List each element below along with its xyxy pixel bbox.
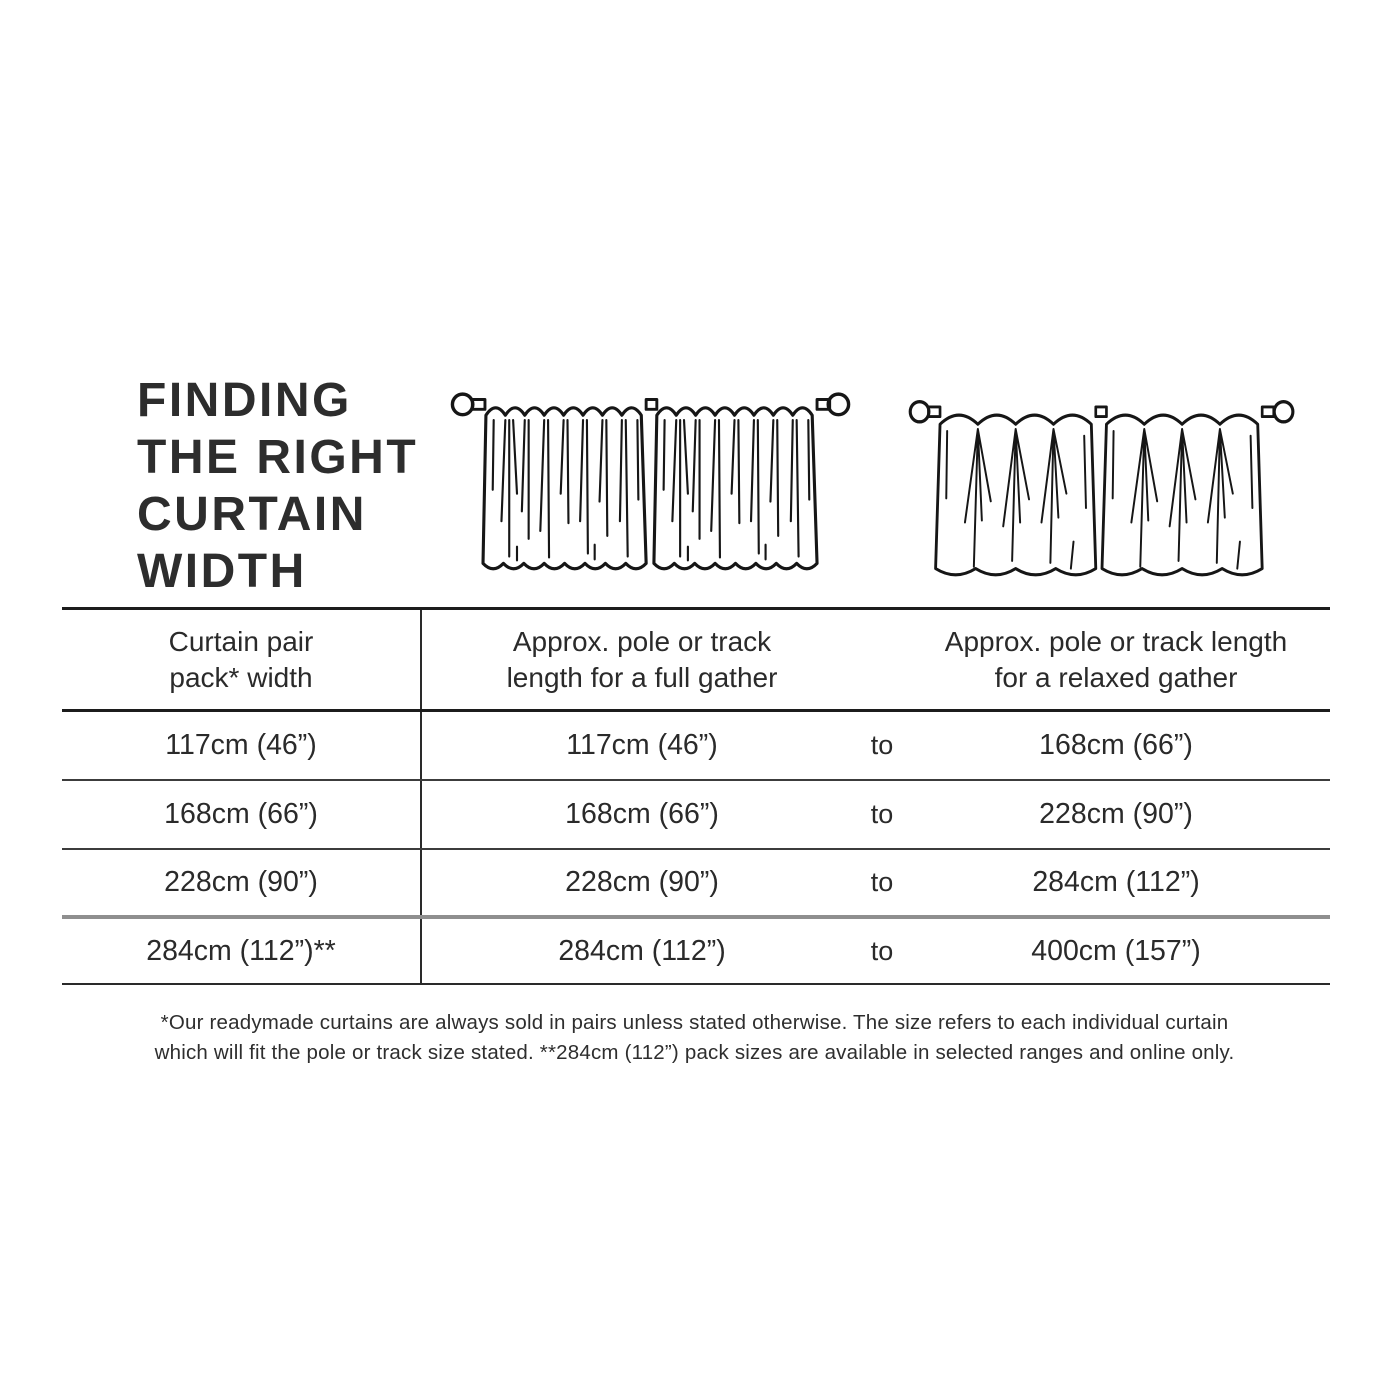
- cell-pack-width: 168cm (66”): [62, 781, 422, 848]
- page-title-line: CURTAIN: [137, 488, 367, 541]
- size-guide-table: [62, 607, 1330, 985]
- cell-pack-width: 284cm (112”)**: [62, 919, 422, 983]
- header-spacer: [862, 610, 902, 709]
- table-row: [62, 919, 1330, 985]
- cell-to: to: [870, 730, 894, 760]
- header-curtain-pair-pack-width: [62, 610, 422, 709]
- header-line: length for a full gather: [506, 661, 778, 693]
- header-line: for a relaxed gather: [994, 661, 1238, 693]
- header-line: pack* width: [169, 661, 313, 693]
- cell-relaxed-gather: 228cm (90”): [1039, 798, 1193, 830]
- header-full-gather-length: [422, 610, 862, 709]
- cell-relaxed-gather: 284cm (112”): [1032, 866, 1200, 898]
- page-title-line: FINDING: [137, 374, 352, 427]
- footnote-line: *Our readymade curtains are always sold in pairs unless stated otherwise. The size refers to each individual curtain: [160, 1011, 1229, 1034]
- footnote-line: which will fit the pole or track size stated. **284cm (112”) pack sizes are available in selected ranges and online only.: [154, 1041, 1235, 1064]
- page-title: [137, 372, 418, 600]
- cell-full-gather: 284cm (112”): [558, 934, 726, 967]
- cell-pack-width: 117cm (46”): [62, 712, 422, 779]
- cell-relaxed-gather: 400cm (157”): [1031, 934, 1201, 967]
- cell-full-gather: 228cm (90”): [565, 866, 719, 898]
- footnote: [0, 1008, 1389, 1068]
- header-line: Curtain pair: [168, 625, 314, 657]
- full-gather-illustration: [450, 374, 852, 582]
- cell-to: to: [870, 867, 894, 897]
- cell-to: to: [870, 799, 894, 829]
- cell-pack-width: 228cm (90”): [62, 850, 422, 915]
- table-row: [62, 781, 1330, 850]
- header-line: Approx. pole or track: [512, 625, 772, 657]
- cell-to: to: [870, 935, 894, 966]
- page-title-line: THE RIGHT: [137, 431, 419, 484]
- header-line: Approx. pole or track length: [944, 625, 1288, 657]
- table-header-row: [62, 607, 1330, 712]
- curtains-relaxed-gather-icon: [908, 380, 1296, 584]
- curtains-full-gather-icon: [450, 374, 852, 582]
- header-relaxed-gather-length: [902, 610, 1330, 709]
- cell-full-gather: 117cm (46”): [566, 729, 718, 761]
- cell-relaxed-gather: 168cm (66”): [1039, 729, 1193, 761]
- table-row: [62, 850, 1330, 919]
- table-row: [62, 712, 1330, 781]
- cell-full-gather: 168cm (66”): [565, 798, 719, 830]
- relaxed-gather-illustration: [908, 380, 1296, 584]
- page-title-line: WIDTH: [137, 545, 307, 598]
